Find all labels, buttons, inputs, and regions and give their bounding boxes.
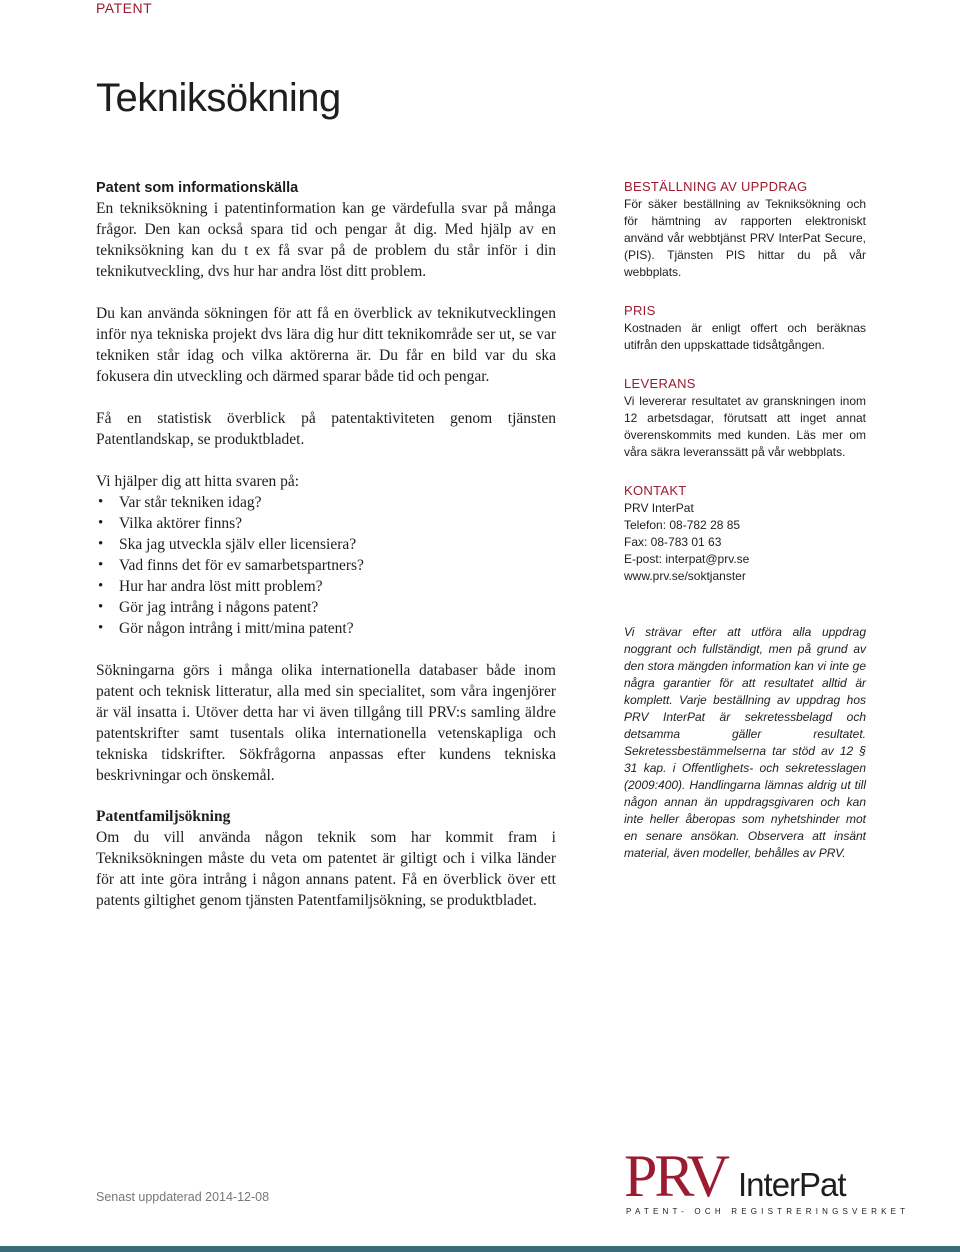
delivery-heading: LEVERANS xyxy=(624,376,696,391)
list-item xyxy=(96,618,556,639)
contact-website: www.prv.se/soktjanster xyxy=(624,569,746,583)
contact-email: E-post: interpat@prv.se xyxy=(624,552,750,566)
list-item-text: Gör någon intrång i mitt/mina patent? xyxy=(119,620,354,637)
list-item xyxy=(96,597,556,618)
contact-fax: Fax: 08-783 01 63 xyxy=(624,535,722,549)
sidebar-column xyxy=(624,178,866,862)
questions-list xyxy=(96,492,556,639)
bullet-icon: • xyxy=(98,557,104,573)
price-heading: PRIS xyxy=(624,303,656,318)
bottom-color-bar xyxy=(0,1246,960,1252)
list-item xyxy=(96,492,556,513)
contact-phone: Telefon: 08-782 28 85 xyxy=(624,518,741,532)
bullet-icon: • xyxy=(98,536,104,552)
list-item-text: Gör jag intrång i någons patent? xyxy=(119,599,319,616)
paragraph-overview: Du kan använda sökningen för att få en överblick av teknikutvecklingen inför nya tekniska projekt dvs lära dig hur ditt teknikområde ser ut, se var tekniken står idag och vilka aktörerna är. Du får en bild var du ska fokusera din utveckling och därmed sparar både tid och pengar. xyxy=(96,305,556,385)
document-category-label: PATENT xyxy=(96,0,153,16)
contact-section xyxy=(624,482,866,585)
list-intro: Vi hjälper dig att hitta svaren på: xyxy=(96,473,300,490)
list-item xyxy=(96,576,556,597)
paragraph-patent-family: Om du vill använda någon teknik som har kommit fram i Tekniksökningen måste du veta om patentet är giltigt och i vilka länder för att inte göra intrång i någon annans patent. Få en överblick över ett patents giltighet genom tjänsten Patentfamiljsökning, se produktbladet. xyxy=(96,829,556,909)
contact-company: PRV InterPat xyxy=(624,501,694,515)
delivery-section xyxy=(624,375,866,461)
price-section xyxy=(624,302,866,354)
list-item-text: Hur har andra löst mitt problem? xyxy=(119,578,323,595)
order-heading: BESTÄLLNING AV UPPDRAG xyxy=(624,179,808,194)
section-heading-patent-family: Patentfamiljsökning xyxy=(96,808,231,825)
main-column xyxy=(96,178,556,911)
bullet-icon: • xyxy=(98,578,104,594)
bullet-icon: • xyxy=(98,620,104,636)
logo-prv-text: PRV xyxy=(624,1143,727,1209)
order-text: För säker beställning av Tekniksökning och för hämtning av rapporten elektroniskt använd vår webbtjänst PRV InterPat Secure, (PIS). Tjänsten PIS hittar du på vår webbplats. xyxy=(624,197,866,279)
contact-heading: KONTAKT xyxy=(624,483,687,498)
price-text: Kostnaden är enligt offert och beräknas utifrån den uppskattade tidsåtgången. xyxy=(624,321,866,352)
list-item-text: Vad finns det för ev samarbetspartners? xyxy=(119,557,364,574)
delivery-text: Vi levererar resultatet av granskningen inom 12 arbetsdagar, förutsatt att inget annat överenskommits med kunden. Läs mer om våra säkra leveranssätt på vår webbplats. xyxy=(624,394,866,459)
paragraph-databases: Sökningarna görs i många olika internationella databaser både inom patent och teknisk litteratur, alla med sin specialitet, som våra ingenjörer är väl insatta i. Utöver detta har vi även tillgång till PRV:s samling äldre patentskrifter samt tusentals olika internationella vetenskapliga och tekniska tidskrifter. Sökfrågorna anpassas efter kundens tekniska beskrivningar och önskemål. xyxy=(96,662,556,784)
logo-tagline: PATENT- OCH REGISTRERINGSVERKET xyxy=(626,1207,910,1216)
last-updated-date: Senast uppdaterad 2014-12-08 xyxy=(96,1190,270,1204)
bullet-icon: • xyxy=(98,599,104,615)
list-item-text: Ska jag utveckla själv eller licensiera? xyxy=(119,536,357,553)
section-heading-patent-info: Patent som informationskälla xyxy=(96,180,299,196)
list-item-text: Var står tekniken idag? xyxy=(119,494,262,511)
paragraph-intro: En tekniksökning i patentinformation kan ge värdefulla svar på många frågor. Den kan också spara tid och pengar åt dig. Med hjälp av en tekniksökning kan du t ex få svar på de problem du står inför i din teknikutveckling, dvs hur har andra löst ditt problem. xyxy=(96,200,556,280)
bullet-icon: • xyxy=(98,494,104,510)
prv-interpat-logo xyxy=(624,1143,910,1220)
list-item xyxy=(96,555,556,576)
order-section xyxy=(624,178,866,281)
bullet-icon: • xyxy=(98,515,104,531)
page-title: Tekniksökning xyxy=(96,76,341,120)
list-item-text: Vilka aktörer finns? xyxy=(119,515,243,532)
list-item xyxy=(96,534,556,555)
paragraph-patent-landscape: Få en statistisk överblick på patentaktiviteten genom tjänsten Patentlandskap, se produktbladet. xyxy=(96,410,556,448)
list-item xyxy=(96,513,556,534)
confidentiality-note: Vi strävar efter att utföra alla uppdrag noggrant och fullständigt, men på grund av den stora mängden information kan vi inte ge några garantier för att resultatet alltid är komplett. Varje beställning av uppdrag hos PRV InterPat är sekretessbelagd och detsamma gäller resultatet. Sekretessbestämmelserna tar stöd av 12 § 31 kap. i Offentlighets- och sekretesslagen (2009:400). Handlingarna lämnas aldrig ut till någon annan än uppdragsgivaren och kan inte heller åberopas som nyhetshinder mot en senare ansökan. Observera att insänt material, även modeller, behålles av PRV. xyxy=(624,625,866,860)
logo-interpat-text: InterPat xyxy=(738,1166,846,1203)
